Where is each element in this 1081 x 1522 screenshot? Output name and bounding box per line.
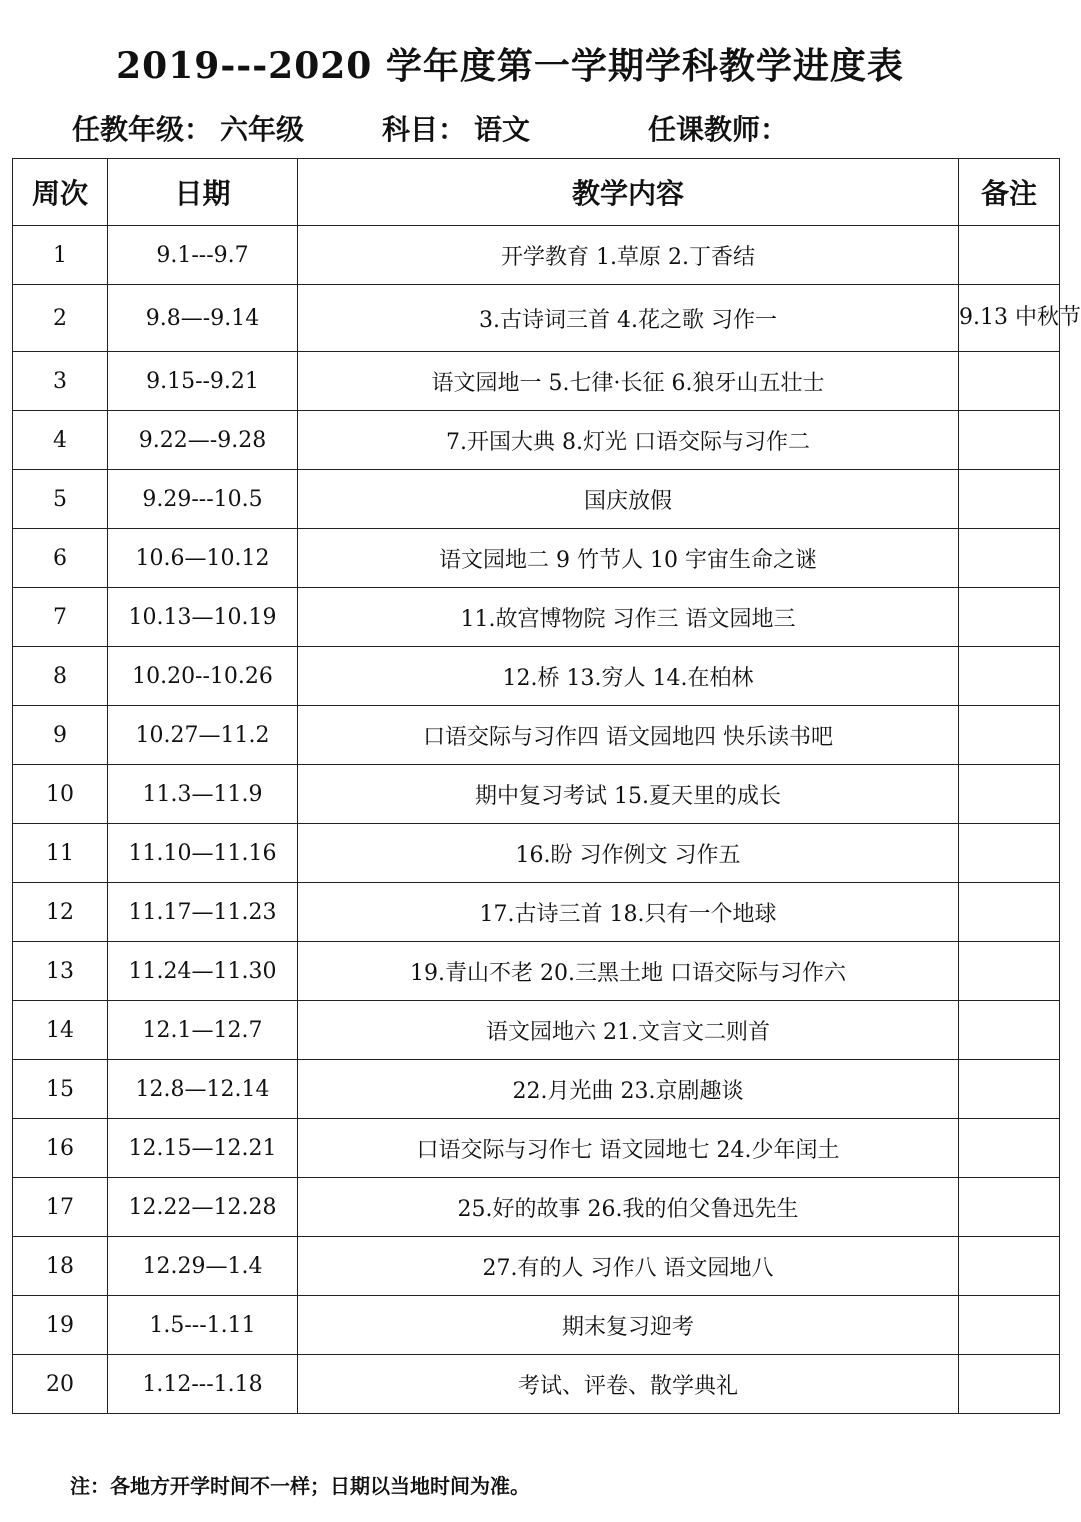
cell-week: 12 [13,883,108,942]
table-row [13,765,1060,824]
table-row [13,1001,1060,1060]
cell-remark [959,1296,1060,1355]
cell-content: 19.青山不老 20.三黑土地 口语交际与习作六 [298,942,959,1001]
table-row [13,1355,1060,1414]
subject-label: 科目： [382,113,467,146]
cell-content: 17.古诗三首 18.只有一个地球 [298,883,959,942]
header-week: 周次 [13,159,108,226]
cell-week: 20 [13,1355,108,1414]
cell-content: 期中复习考试 15.夏天里的成长 [298,765,959,824]
cell-week: 9 [13,706,108,765]
table-row [13,226,1060,285]
cell-content: 25.好的故事 26.我的伯父鲁迅先生 [298,1178,959,1237]
cell-date: 9.8—-9.14 [108,285,298,352]
cell-content: 口语交际与习作七 语文园地七 24.少年闰土 [298,1119,959,1178]
cell-week: 18 [13,1237,108,1296]
subject-info [382,108,530,148]
cell-content: 16.盼 习作例文 习作五 [298,824,959,883]
cell-week: 7 [13,588,108,647]
cell-week: 6 [13,529,108,588]
cell-content: 开学教育 1.草原 2.丁香结 [298,226,959,285]
cell-date: 9.15--9.21 [108,352,298,411]
table-row [13,883,1060,942]
cell-week: 13 [13,942,108,1001]
cell-week: 3 [13,352,108,411]
table-row [13,647,1060,706]
cell-remark [959,529,1060,588]
cell-date: 11.10—11.16 [108,824,298,883]
cell-content: 语文园地六 21.文言文二则首 [298,1001,959,1060]
table-header-row [13,159,1060,226]
cell-content: 国庆放假 [298,470,959,529]
cell-remark [959,706,1060,765]
cell-remark [959,588,1060,647]
cell-remark [959,1119,1060,1178]
cell-content: 11.故宫博物院 习作三 语文园地三 [298,588,959,647]
cell-date: 12.29—1.4 [108,1237,298,1296]
cell-remark [959,1355,1060,1414]
grade-info [72,108,304,148]
cell-remark [959,226,1060,285]
cell-date: 1.12---1.18 [108,1355,298,1414]
table-row [13,529,1060,588]
cell-date: 12.22—12.28 [108,1178,298,1237]
table-row [13,942,1060,1001]
cell-date: 10.13—10.19 [108,588,298,647]
cell-remark [959,352,1060,411]
cell-content: 语文园地一 5.七律·长征 6.狼牙山五壮士 [298,352,959,411]
cell-date: 12.8—12.14 [108,1060,298,1119]
table-row [13,285,1060,352]
subject-value: 语文 [474,113,531,146]
cell-week: 5 [13,470,108,529]
cell-date: 11.3—11.9 [108,765,298,824]
teacher-info [648,108,788,148]
cell-date: 9.29---10.5 [108,470,298,529]
cell-week: 15 [13,1060,108,1119]
table-row [13,824,1060,883]
header-date: 日期 [108,159,298,226]
header-remark: 备注 [959,159,1060,226]
cell-content: 7.开国大典 8.灯光 口语交际与习作二 [298,411,959,470]
cell-remark [959,942,1060,1001]
cell-remark [959,1237,1060,1296]
cell-remark [959,883,1060,942]
cell-week: 1 [13,226,108,285]
header-content: 教学内容 [298,159,959,226]
cell-date: 1.5---1.11 [108,1296,298,1355]
cell-date: 12.15—12.21 [108,1119,298,1178]
cell-remark [959,824,1060,883]
cell-content: 27.有的人 习作八 语文园地八 [298,1237,959,1296]
cell-remark [959,411,1060,470]
cell-remark [959,470,1060,529]
cell-date: 10.6—10.12 [108,529,298,588]
cell-week: 8 [13,647,108,706]
schedule-body [13,226,1081,1414]
cell-remark [959,1060,1060,1119]
cell-week: 11 [13,824,108,883]
table-row [13,352,1060,411]
table-row [13,411,1060,470]
cell-content: 语文园地二 9 竹节人 10 宇宙生命之谜 [298,529,959,588]
cell-week: 19 [13,1296,108,1355]
cell-week: 14 [13,1001,108,1060]
cell-content: 22.月光曲 23.京剧趣谈 [298,1060,959,1119]
teacher-label: 任课教师： [648,113,789,146]
schedule-table [12,158,1081,1414]
table-row [13,588,1060,647]
cell-date: 9.22—-9.28 [108,411,298,470]
grade-label: 任教年级： [72,113,213,146]
cell-remark [959,1001,1060,1060]
cell-week: 4 [13,411,108,470]
page-title: 2019---2020 学年度第一学期学科教学进度表 [116,45,904,87]
table-row [13,1178,1060,1237]
table-row [13,1119,1060,1178]
cell-content: 考试、评卷、散学典礼 [298,1355,959,1414]
cell-content: 12.桥 13.穷人 14.在柏林 [298,647,959,706]
table-row [13,1237,1060,1296]
table-row [13,1060,1060,1119]
cell-date: 11.24—11.30 [108,942,298,1001]
table-row [13,470,1060,529]
cell-remark [959,1178,1060,1237]
cell-date: 10.27—11.2 [108,706,298,765]
cell-date: 11.17—11.23 [108,883,298,942]
cell-remark: 9.13 中秋节 [959,285,1060,352]
cell-content: 3.古诗词三首 4.花之歌 习作一 [298,285,959,352]
cell-week: 10 [13,765,108,824]
cell-week: 2 [13,285,108,352]
cell-remark [959,647,1060,706]
cell-remark [959,765,1060,824]
table-row [13,706,1060,765]
cell-week: 17 [13,1178,108,1237]
cell-week: 16 [13,1119,108,1178]
grade-value: 六年级 [220,113,305,146]
cell-date: 9.1---9.7 [108,226,298,285]
cell-date: 10.20--10.26 [108,647,298,706]
footer-note: 注：各地方开学时间不一样；日期以当地时间为准。 [70,1474,530,1498]
table-row [13,1296,1060,1355]
cell-content: 期末复习迎考 [298,1296,959,1355]
cell-date: 12.1—12.7 [108,1001,298,1060]
cell-content: 口语交际与习作四 语文园地四 快乐读书吧 [298,706,959,765]
